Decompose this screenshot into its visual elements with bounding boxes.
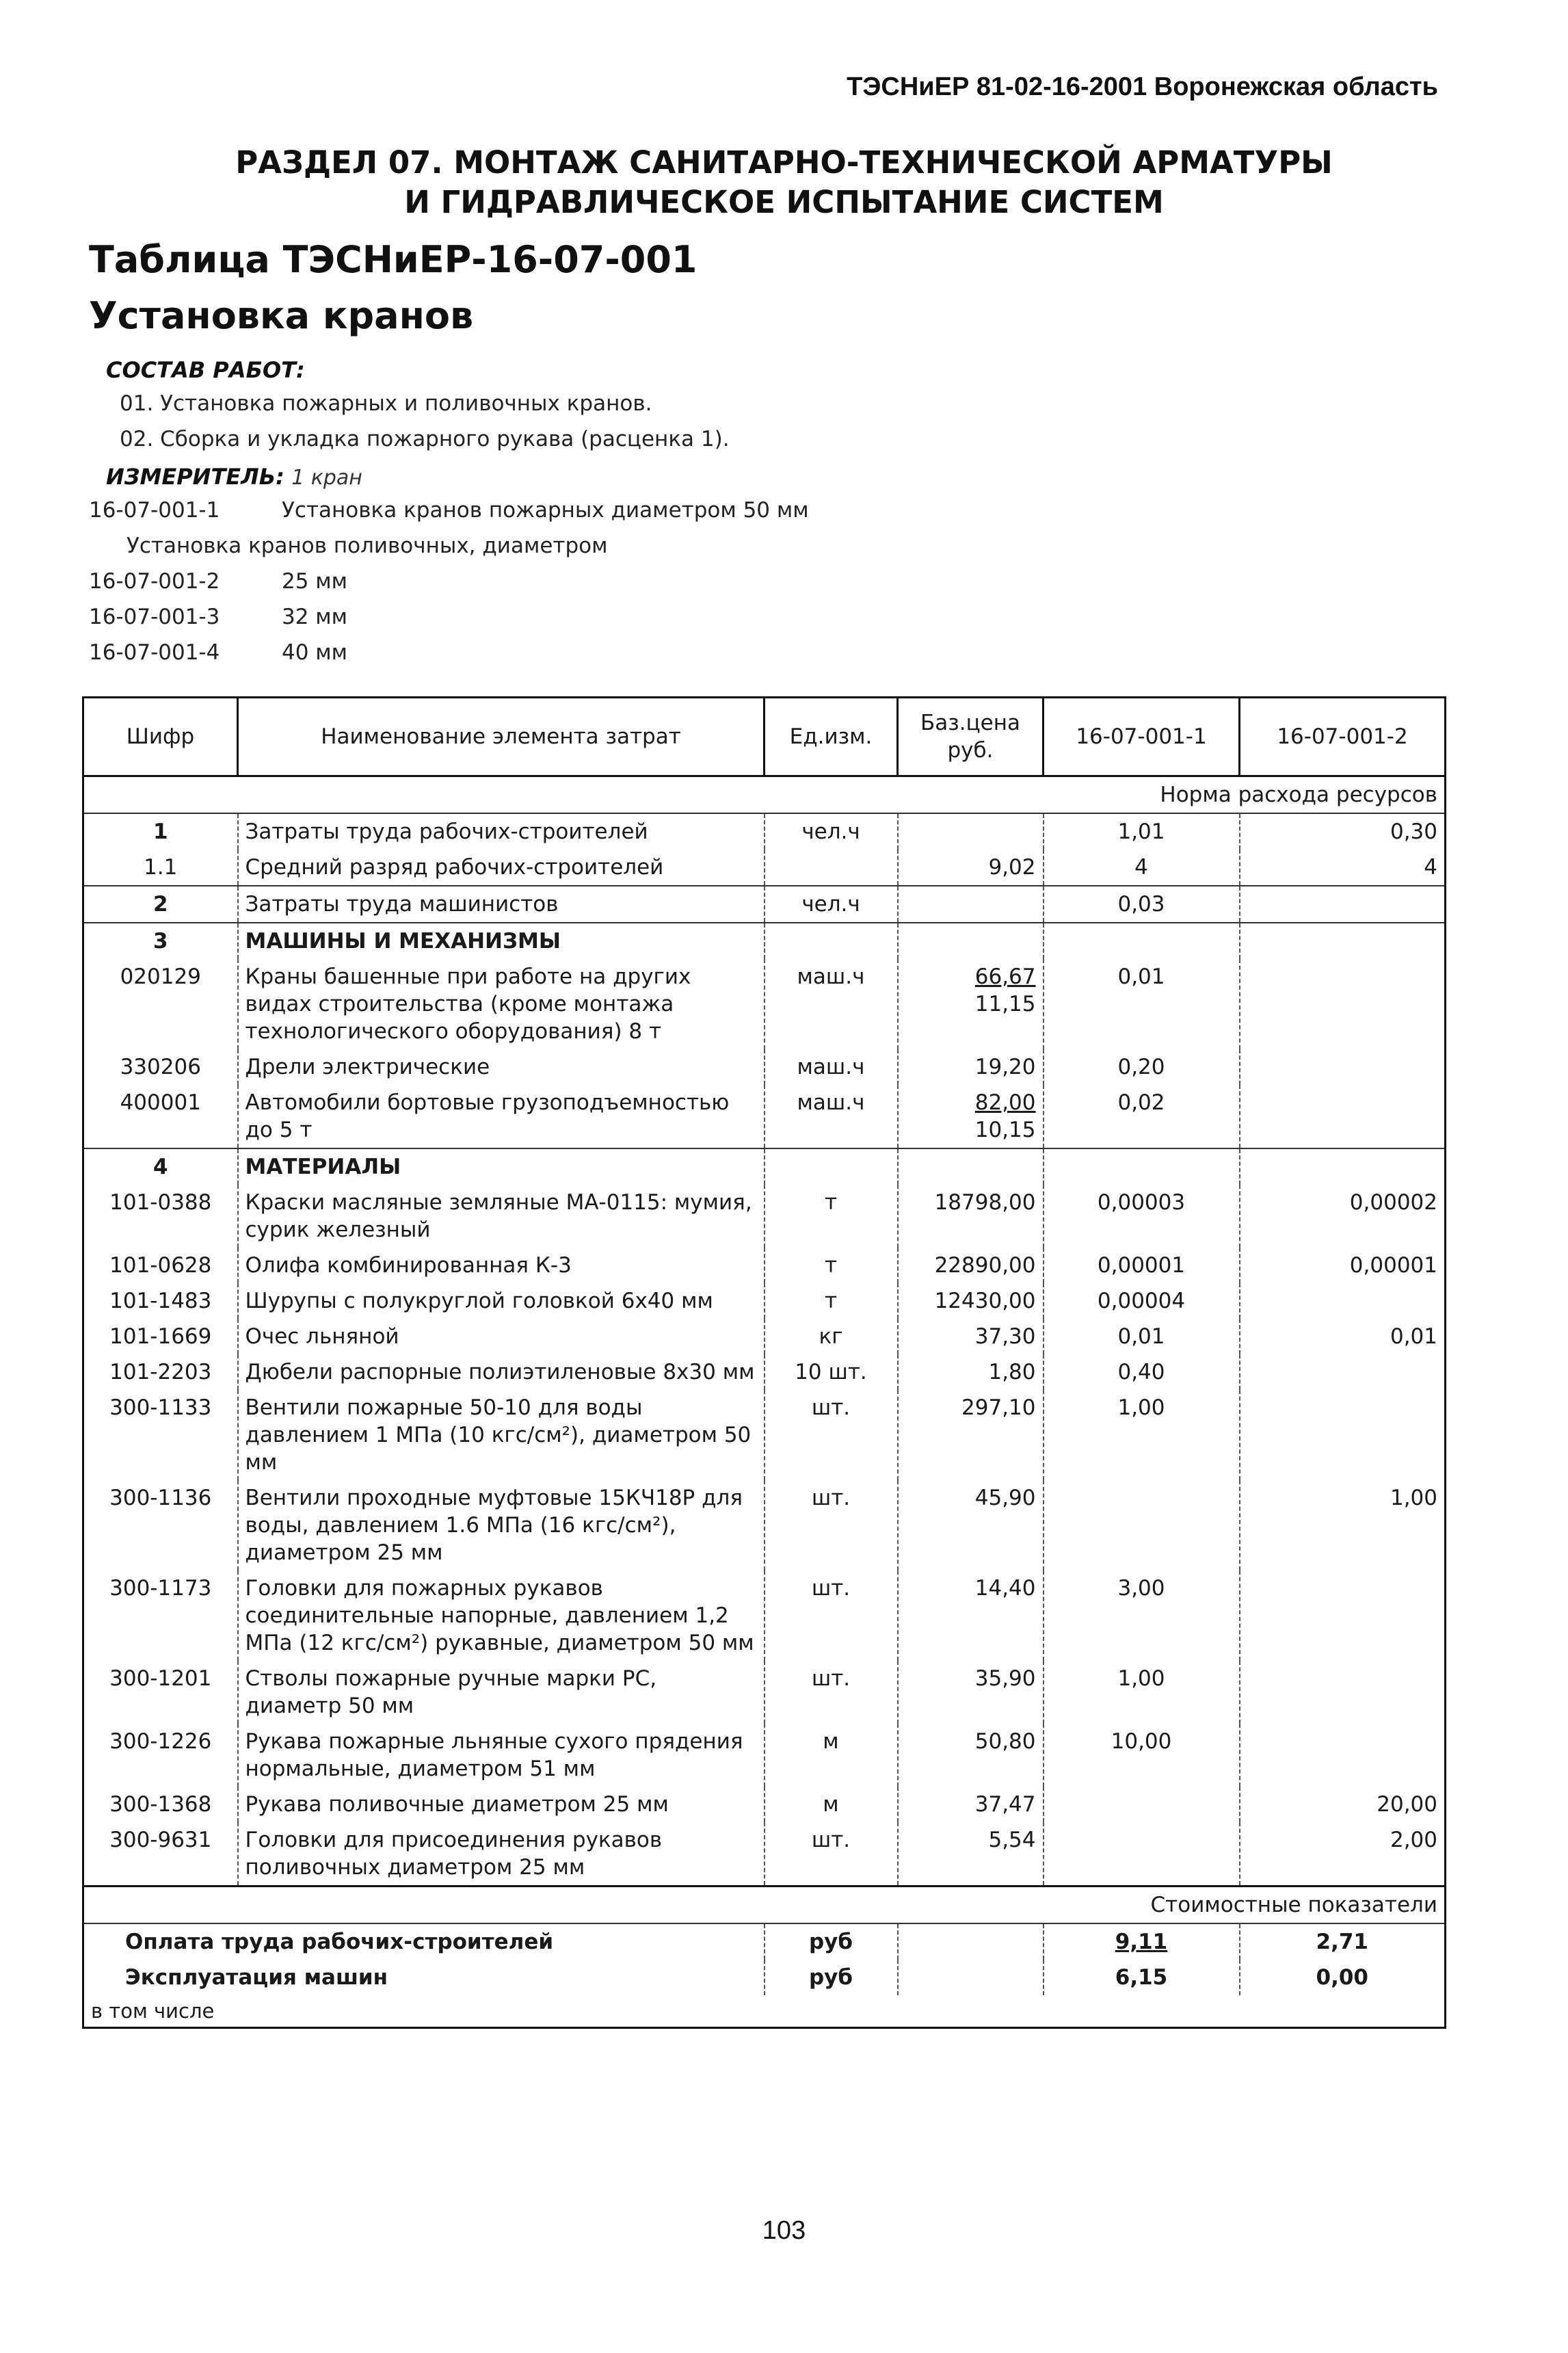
row-value-1 bbox=[1044, 1787, 1240, 1822]
sum-machines-v2: 0,00 bbox=[1240, 1960, 1446, 1995]
row-name: Дюбели распорные полиэтиленовые 8х30 мм bbox=[238, 1354, 765, 1390]
row-value-1 bbox=[1044, 1480, 1240, 1570]
row-name: Автомобили бортовые грузоподъемностью до 5 т bbox=[238, 1085, 765, 1148]
row-price-cell bbox=[898, 1148, 1044, 1185]
row-price: 19,20 bbox=[974, 1055, 1036, 1079]
row-value-2: 2,00 bbox=[1240, 1822, 1446, 1887]
row-value-1: 4 bbox=[1044, 850, 1240, 886]
table-body bbox=[83, 813, 1446, 1887]
row-value-1: 0,02 bbox=[1044, 1085, 1240, 1148]
header-code: Шифр bbox=[83, 698, 238, 776]
table-row bbox=[83, 850, 1446, 886]
row-price-cell bbox=[898, 1787, 1044, 1822]
row-price: 22890,00 bbox=[934, 1253, 1036, 1278]
sum-row-machines bbox=[83, 1960, 1446, 1995]
meter-value: 1 кран bbox=[291, 466, 362, 490]
row-code: 300-1368 bbox=[83, 1787, 238, 1822]
row-price: 45,90 bbox=[974, 1486, 1036, 1510]
row-value-2: 0,00002 bbox=[1240, 1185, 1446, 1248]
sum-machines-unit: руб bbox=[765, 1960, 898, 1995]
row-name: Краски масляные земляные МА-0115: мумия, сурик железный bbox=[238, 1185, 765, 1248]
header-unit: Ед.изм. bbox=[765, 698, 898, 776]
row-name: Вентили проходные муфтовые 15КЧ18Р для воды, давлением 1.6 МПа (16 кгс/см²), диаметром 25 мм bbox=[238, 1480, 765, 1570]
row-unit: т bbox=[765, 1248, 898, 1283]
document-header: ТЭСНиЕР 81-02-16-2001 Воронежская область bbox=[847, 73, 1438, 101]
row-price-cell bbox=[898, 886, 1044, 923]
page-number: 103 bbox=[762, 2216, 806, 2245]
sum-row-labor bbox=[83, 1923, 1446, 1960]
row-code: 400001 bbox=[83, 1085, 238, 1148]
row-unit: м bbox=[765, 1787, 898, 1822]
row-price: 5,54 bbox=[988, 1828, 1036, 1852]
row-value-1 bbox=[1044, 1822, 1240, 1887]
table-row bbox=[83, 1390, 1446, 1480]
row-code: 3 bbox=[83, 923, 238, 959]
works-label: СОСТАВ РАБОТ: bbox=[106, 357, 305, 383]
row-value-1: 0,00003 bbox=[1044, 1185, 1240, 1248]
table-row bbox=[83, 923, 1446, 959]
row-price-cell bbox=[898, 959, 1044, 1049]
row-name: Затраты труда машинистов bbox=[238, 886, 765, 923]
code-group-text: Установка кранов поливочных, диаметром bbox=[127, 534, 608, 558]
row-unit: чел.ч bbox=[765, 886, 898, 923]
row-unit: м bbox=[765, 1724, 898, 1787]
row-price-cell bbox=[898, 923, 1044, 959]
row-value-2 bbox=[1240, 886, 1446, 923]
table-header-row bbox=[83, 698, 1446, 776]
code-2: 16-07-001-2 bbox=[89, 569, 220, 594]
row-value-1: 1,01 bbox=[1044, 813, 1240, 850]
row-unit: шт. bbox=[765, 1661, 898, 1724]
row-name: Олифа комбинированная К-3 bbox=[238, 1248, 765, 1283]
row-value-1: 0,00001 bbox=[1044, 1248, 1240, 1283]
table-row bbox=[83, 1570, 1446, 1661]
row-price: 37,30 bbox=[974, 1324, 1036, 1349]
row-code: 330206 bbox=[83, 1049, 238, 1085]
row-price-cell bbox=[898, 1049, 1044, 1085]
row-value-2 bbox=[1240, 1148, 1446, 1185]
row-code: 020129 bbox=[83, 959, 238, 1049]
row-value-1: 0,01 bbox=[1044, 959, 1240, 1049]
resources-table bbox=[82, 696, 1446, 2029]
row-name: МАТЕРИАЛЫ bbox=[238, 1148, 765, 1185]
row-value-2 bbox=[1240, 959, 1446, 1049]
row-price-machinist: 11,15 bbox=[974, 992, 1036, 1016]
cost-caption-row bbox=[83, 1887, 1446, 1924]
row-price: 14,40 bbox=[974, 1576, 1036, 1601]
header-name: Наименование элемента затрат bbox=[238, 698, 765, 776]
row-unit bbox=[765, 923, 898, 959]
row-value-2 bbox=[1240, 1354, 1446, 1390]
row-name: Головки для присоединения рукавов поливочных диаметром 25 мм bbox=[238, 1822, 765, 1887]
row-name: Шурупы с полукруглой головкой 6х40 мм bbox=[238, 1283, 765, 1319]
row-name: Вентили пожарные 50-10 для воды давлением 1 МПа (10 кгс/см²), диаметром 50 мм bbox=[238, 1390, 765, 1480]
row-price: 82,00 bbox=[974, 1090, 1036, 1115]
row-name: МАШИНЫ И МЕХАНИЗМЫ bbox=[238, 923, 765, 959]
table-row bbox=[83, 1724, 1446, 1787]
sum-labor-v2: 2,71 bbox=[1240, 1923, 1446, 1960]
row-value-2: 20,00 bbox=[1240, 1787, 1446, 1822]
row-unit: шт. bbox=[765, 1390, 898, 1480]
code-3: 16-07-001-3 bbox=[89, 605, 220, 629]
code-1-text: Установка кранов пожарных диаметром 50 мм bbox=[282, 498, 809, 523]
row-price-cell bbox=[898, 1354, 1044, 1390]
row-name: Краны башенные при работе на других видах строительства (кроме монтажа технологического оборудования) 8 т bbox=[238, 959, 765, 1049]
row-code: 101-1483 bbox=[83, 1283, 238, 1319]
row-unit: кг bbox=[765, 1319, 898, 1354]
table-row bbox=[83, 959, 1446, 1049]
row-unit: маш.ч bbox=[765, 1085, 898, 1148]
row-price-cell bbox=[898, 1661, 1044, 1724]
header-price: Баз.цена руб. bbox=[898, 698, 1044, 776]
row-value-2: 0,30 bbox=[1240, 813, 1446, 850]
row-code: 300-1173 bbox=[83, 1570, 238, 1661]
table-row bbox=[83, 813, 1446, 850]
row-code: 4 bbox=[83, 1148, 238, 1185]
row-unit bbox=[765, 850, 898, 886]
table-row bbox=[83, 1661, 1446, 1724]
row-code: 300-1133 bbox=[83, 1390, 238, 1480]
table-row bbox=[83, 1248, 1446, 1283]
subject-title: Установка кранов bbox=[89, 294, 474, 337]
row-price-cell bbox=[898, 1085, 1044, 1148]
row-unit: т bbox=[765, 1283, 898, 1319]
table-title: Таблица ТЭСНиЕР-16-07-001 bbox=[89, 238, 697, 281]
row-code: 101-1669 bbox=[83, 1319, 238, 1354]
row-unit: шт. bbox=[765, 1822, 898, 1887]
table-row bbox=[83, 1085, 1446, 1148]
row-value-2 bbox=[1240, 923, 1446, 959]
row-price: 9,02 bbox=[988, 855, 1036, 880]
sum-machines-label: Эксплуатация машин bbox=[83, 1960, 765, 1995]
header-col-2: 16-07-001-2 bbox=[1240, 698, 1446, 776]
row-name: Стволы пожарные ручные марки РС, диаметр 50 мм bbox=[238, 1661, 765, 1724]
incl-label: в том числе bbox=[83, 1995, 1446, 2028]
row-price-cell bbox=[898, 850, 1044, 886]
row-unit bbox=[765, 1148, 898, 1185]
row-name: Головки для пожарных рукавов соединительные напорные, давлением 1,2 МПа (12 кгс/см²) рукавные, диаметром 50 мм bbox=[238, 1570, 765, 1661]
row-value-1: 1,00 bbox=[1044, 1390, 1240, 1480]
table-row bbox=[83, 1049, 1446, 1085]
row-unit: т bbox=[765, 1185, 898, 1248]
sum-machines-v1: 6,15 bbox=[1044, 1960, 1240, 1995]
row-price: 1,80 bbox=[988, 1360, 1036, 1384]
row-price-cell bbox=[898, 1390, 1044, 1480]
section-title-line-1: РАЗДЕЛ 07. МОНТАЖ САНИТАРНО-ТЕХНИЧЕСКОЙ АРМАТУРЫ bbox=[235, 144, 1333, 181]
row-price: 297,10 bbox=[961, 1395, 1036, 1420]
sum-labor-label: Оплата труда рабочих-строителей bbox=[83, 1923, 765, 1960]
work-item-2: 02. Сборка и укладка пожарного рукава (расценка 1). bbox=[120, 427, 730, 451]
code-4: 16-07-001-4 bbox=[89, 640, 220, 665]
row-code: 1 bbox=[83, 813, 238, 850]
row-code: 101-0628 bbox=[83, 1248, 238, 1283]
table-row bbox=[83, 1480, 1446, 1570]
row-price: 66,67 bbox=[974, 964, 1036, 989]
row-code: 1.1 bbox=[83, 850, 238, 886]
row-unit: шт. bbox=[765, 1570, 898, 1661]
row-value-2 bbox=[1240, 1085, 1446, 1148]
header-col-1: 16-07-001-1 bbox=[1044, 698, 1240, 776]
row-name: Рукава пожарные льняные сухого прядения нормальные, диаметром 51 мм bbox=[238, 1724, 765, 1787]
row-code: 101-2203 bbox=[83, 1354, 238, 1390]
row-price: 35,90 bbox=[974, 1666, 1036, 1691]
row-unit: 10 шт. bbox=[765, 1354, 898, 1390]
row-value-1: 0,20 bbox=[1044, 1049, 1240, 1085]
row-code: 300-1226 bbox=[83, 1724, 238, 1787]
row-name: Рукава поливочные диаметром 25 мм bbox=[238, 1787, 765, 1822]
row-value-1: 0,00004 bbox=[1044, 1283, 1240, 1319]
table-row bbox=[83, 886, 1446, 923]
table-row bbox=[83, 1354, 1446, 1390]
row-value-2 bbox=[1240, 1283, 1446, 1319]
row-value-2 bbox=[1240, 1661, 1446, 1724]
sum-labor-unit: руб bbox=[765, 1923, 898, 1960]
section-title-line-2: И ГИДРАВЛИЧЕСКОЕ ИСПЫТАНИЕ СИСТЕМ bbox=[404, 184, 1164, 220]
row-value-2 bbox=[1240, 1570, 1446, 1661]
row-price-cell bbox=[898, 1248, 1044, 1283]
table-row bbox=[83, 1822, 1446, 1887]
norm-caption-row bbox=[83, 776, 1446, 814]
row-value-2 bbox=[1240, 1390, 1446, 1480]
row-value-1: 0,03 bbox=[1044, 886, 1240, 923]
row-code: 300-9631 bbox=[83, 1822, 238, 1887]
row-code: 2 bbox=[83, 886, 238, 923]
row-value-1: 0,40 bbox=[1044, 1354, 1240, 1390]
row-price-cell bbox=[898, 1185, 1044, 1248]
code-1: 16-07-001-1 bbox=[89, 498, 220, 523]
row-unit: маш.ч bbox=[765, 959, 898, 1049]
row-value-1: 3,00 bbox=[1044, 1570, 1240, 1661]
row-name: Затраты труда рабочих-строителей bbox=[238, 813, 765, 850]
row-price: 37,47 bbox=[974, 1792, 1036, 1817]
table-row bbox=[83, 1185, 1446, 1248]
row-price-machinist: 10,15 bbox=[974, 1118, 1036, 1142]
row-code: 101-0388 bbox=[83, 1185, 238, 1248]
row-value-1 bbox=[1044, 923, 1240, 959]
sum-labor-price bbox=[898, 1923, 1044, 1960]
norm-caption: Норма расхода ресурсов bbox=[83, 776, 1446, 814]
row-price-cell bbox=[898, 813, 1044, 850]
row-price-cell bbox=[898, 1283, 1044, 1319]
code-4-text: 40 мм bbox=[282, 640, 348, 665]
row-price-cell bbox=[898, 1822, 1044, 1887]
row-name: Дрели электрические bbox=[238, 1049, 765, 1085]
row-price: 50,80 bbox=[974, 1729, 1036, 1754]
row-value-2: 4 bbox=[1240, 850, 1446, 886]
row-value-2: 0,00001 bbox=[1240, 1248, 1446, 1283]
row-value-1: 10,00 bbox=[1044, 1724, 1240, 1787]
row-value-2 bbox=[1240, 1724, 1446, 1787]
table-row bbox=[83, 1319, 1446, 1354]
sum-labor-v1: 9,11 bbox=[1044, 1923, 1240, 1960]
row-value-1: 1,00 bbox=[1044, 1661, 1240, 1724]
row-name: Очес льняной bbox=[238, 1319, 765, 1354]
row-price-cell bbox=[898, 1319, 1044, 1354]
row-value-1 bbox=[1044, 1148, 1240, 1185]
row-price-cell bbox=[898, 1480, 1044, 1570]
row-price-cell bbox=[898, 1570, 1044, 1661]
row-code: 300-1136 bbox=[83, 1480, 238, 1570]
code-2-text: 25 мм bbox=[282, 569, 348, 594]
row-price: 12430,00 bbox=[934, 1289, 1036, 1313]
row-price: 18798,00 bbox=[934, 1190, 1036, 1215]
meter-label: ИЗМЕРИТЕЛЬ: bbox=[106, 464, 284, 490]
row-value-2: 1,00 bbox=[1240, 1480, 1446, 1570]
row-value-2 bbox=[1240, 1049, 1446, 1085]
work-item-1: 01. Установка пожарных и поливочных кранов. bbox=[120, 391, 652, 416]
meter-line bbox=[106, 464, 362, 490]
table-row bbox=[83, 1787, 1446, 1822]
cost-caption: Стоимостные показатели bbox=[83, 1887, 1446, 1924]
row-unit: чел.ч bbox=[765, 813, 898, 850]
row-value-2: 0,01 bbox=[1240, 1319, 1446, 1354]
code-3-text: 32 мм bbox=[282, 605, 348, 629]
incl-row bbox=[83, 1995, 1446, 2028]
table-row bbox=[83, 1283, 1446, 1319]
row-code: 300-1201 bbox=[83, 1661, 238, 1724]
sum-machines-price bbox=[898, 1960, 1044, 1995]
row-price-cell bbox=[898, 1724, 1044, 1787]
row-unit: маш.ч bbox=[765, 1049, 898, 1085]
row-unit: шт. bbox=[765, 1480, 898, 1570]
row-value-1: 0,01 bbox=[1044, 1319, 1240, 1354]
table-row bbox=[83, 1148, 1446, 1185]
row-name: Средний разряд рабочих-строителей bbox=[238, 850, 765, 886]
